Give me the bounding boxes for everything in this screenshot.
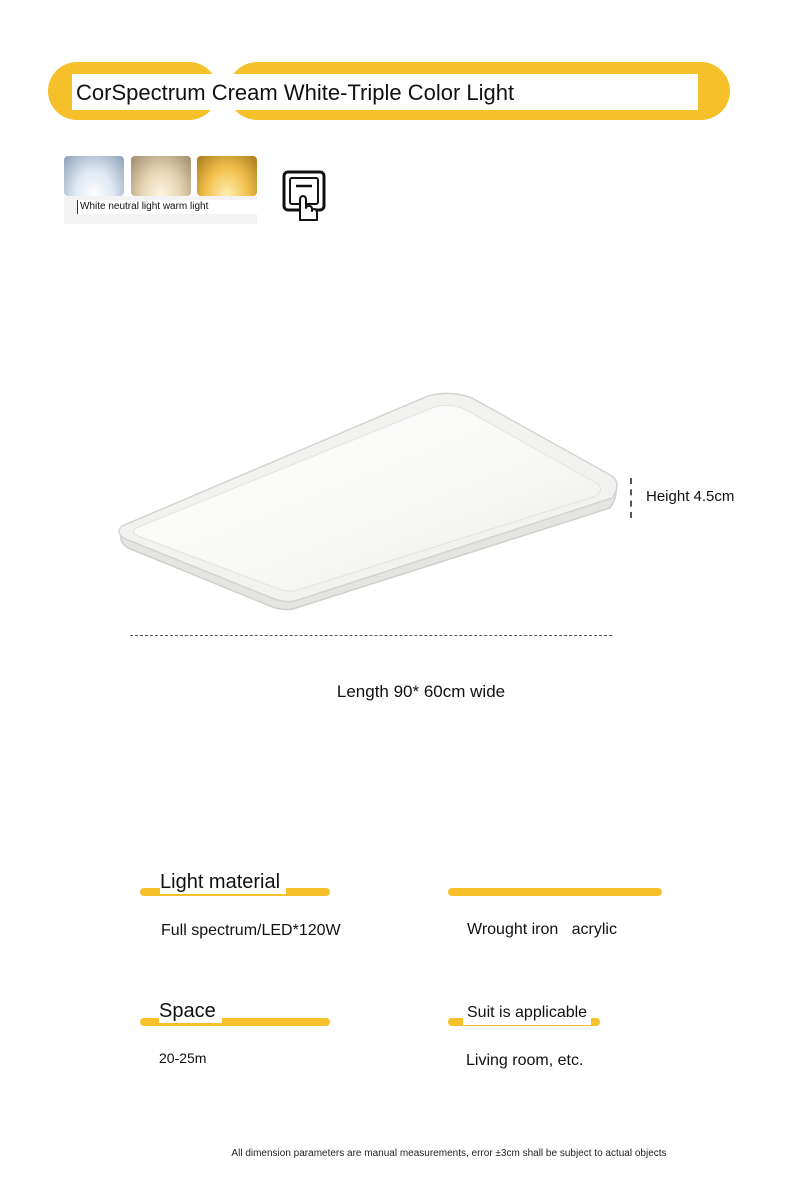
space-heading: Space [159,999,222,1023]
suit-value: Living room, etc. [466,1052,584,1069]
product-title: CorSpectrum Cream White-Triple Color Light [72,74,698,110]
material-value: Wrought iron acrylic [467,921,617,938]
material-bar [448,888,662,896]
height-marker [630,478,634,518]
light-material-heading: Light material [160,870,286,894]
length-marker [130,635,612,636]
space-value: 20-25m [159,1050,207,1066]
touch-switch-icon [282,170,328,222]
length-label: Length 90* 60cm wide [336,682,506,701]
light-value: Full spectrum/LED*120W [161,922,341,939]
neutral-light-swatch [131,156,191,196]
warm-light-swatch [197,156,257,196]
white-light-swatch [64,156,124,196]
height-label: Height 4.5cm [646,488,735,505]
swatch-caption: White neutral light warm light [77,200,258,214]
suit-heading: Suit is applicable [463,1001,591,1025]
footer-note: All dimension parameters are manual measurements, error ±3cm shall be subject to actual objects [231,1148,667,1159]
ceiling-lamp-illustration [110,390,630,630]
